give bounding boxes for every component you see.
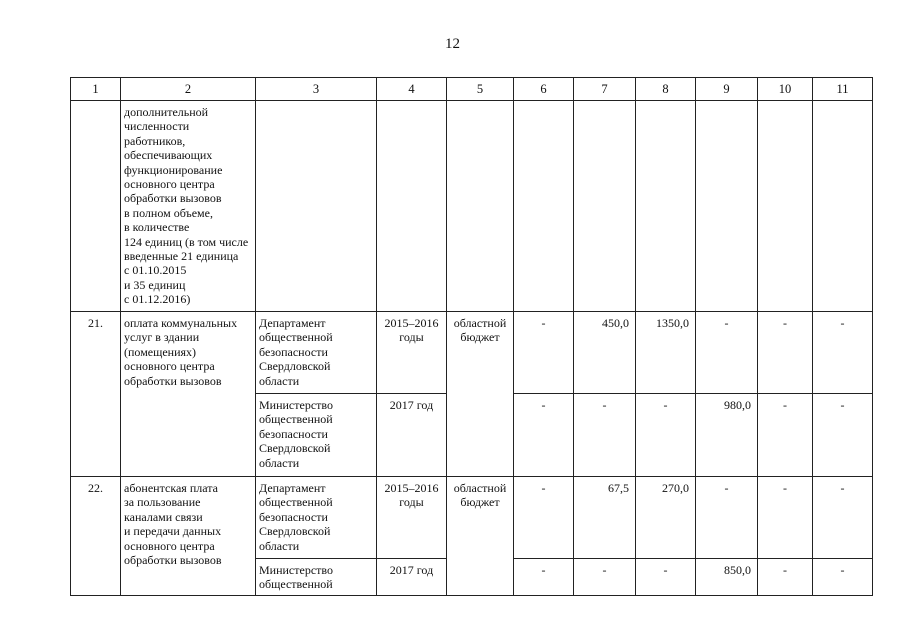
page-number: 12 <box>445 36 460 52</box>
value-cell: 850,0 <box>696 559 758 596</box>
col-header: 1 <box>71 78 121 101</box>
funding-source: областной бюджет <box>447 477 514 596</box>
period-cell: 2015–2016 годы <box>377 312 447 394</box>
value-cell: - <box>696 312 758 394</box>
executor-cell: Министерство общественной безопасности Свердловской области <box>256 394 377 477</box>
executor-cell: Департамент общественной безопасности Свердловской области <box>256 477 377 559</box>
value-cell: 1350,0 <box>636 312 696 394</box>
row-number: 21. <box>71 312 121 477</box>
col-header: 10 <box>758 78 813 101</box>
row-number: 22. <box>71 477 121 596</box>
col-header: 6 <box>514 78 574 101</box>
budget-table <box>70 77 873 596</box>
value-cell: 980,0 <box>696 394 758 477</box>
value-cell: - <box>514 312 574 394</box>
col-header: 5 <box>447 78 514 101</box>
value-cell: 270,0 <box>636 477 696 559</box>
value-cell: - <box>514 559 574 596</box>
value-cell: - <box>758 477 813 559</box>
col-header: 4 <box>377 78 447 101</box>
value-cell: - <box>758 394 813 477</box>
value-cell: - <box>813 559 873 596</box>
value-cell: - <box>514 394 574 477</box>
period-cell: 2017 год <box>377 394 447 477</box>
value-cell: - <box>696 477 758 559</box>
item-description: дополнительной численности работников, обеспечивающих функционирование основного центра обработки вызовов в полном объеме, в количестве 124 единиц (в том числе введенные 21 единица с 01.10.2015 и 35 единиц с 01.12.2016) <box>121 101 256 312</box>
value-cell: - <box>636 559 696 596</box>
value-cell: - <box>574 559 636 596</box>
value-cell: - <box>813 394 873 477</box>
executor-cell: Министерство общественной <box>256 559 377 596</box>
col-header: 11 <box>813 78 873 101</box>
executor-cell: Департамент общественной безопасности Свердловской области <box>256 312 377 394</box>
col-header: 8 <box>636 78 696 101</box>
header-row <box>71 78 873 101</box>
item-description: оплата коммунальных услуг в здании (помещениях) основного центра обработки вызовов <box>121 312 256 477</box>
value-cell: - <box>636 394 696 477</box>
table-row <box>71 101 873 312</box>
item-description: абонентская плата за пользование каналами связи и передачи данных основного центра обработки вызовов <box>121 477 256 596</box>
funding-source: областной бюджет <box>447 312 514 477</box>
value-cell: - <box>813 312 873 394</box>
period-cell: 2017 год <box>377 559 447 596</box>
col-header: 9 <box>696 78 758 101</box>
value-cell: - <box>758 312 813 394</box>
period-cell: 2015–2016 годы <box>377 477 447 559</box>
value-cell: - <box>514 477 574 559</box>
table-row <box>71 312 873 394</box>
value-cell: 450,0 <box>574 312 636 394</box>
value-cell: 67,5 <box>574 477 636 559</box>
col-header: 2 <box>121 78 256 101</box>
table-row <box>71 477 873 559</box>
value-cell: - <box>574 394 636 477</box>
col-header: 7 <box>574 78 636 101</box>
value-cell: - <box>813 477 873 559</box>
col-header: 3 <box>256 78 377 101</box>
value-cell: - <box>758 559 813 596</box>
